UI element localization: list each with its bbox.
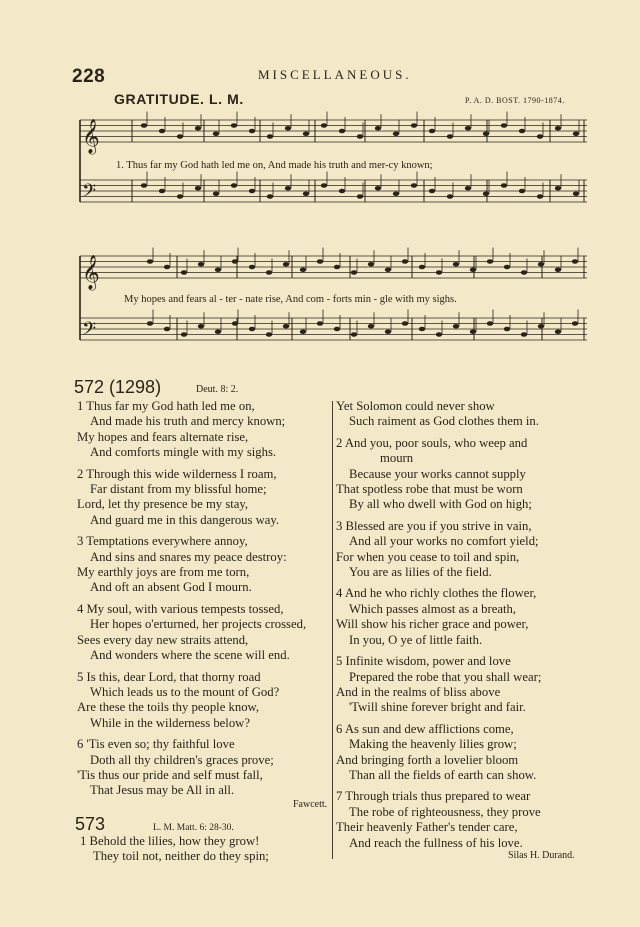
verse-line: Her hopes o'erturned, her projects crossed, xyxy=(90,617,307,632)
verse-line: Lord, let thy presence be my stay, xyxy=(77,497,249,512)
note-head xyxy=(232,259,238,264)
note-head xyxy=(402,321,408,326)
note-head xyxy=(368,324,374,329)
note-head xyxy=(393,131,399,136)
verse-line: Are these the toils thy people know, xyxy=(77,700,260,715)
note-head xyxy=(321,183,327,188)
note-head xyxy=(213,131,219,136)
note-head xyxy=(519,189,525,194)
note-head xyxy=(198,324,204,329)
stanza xyxy=(77,467,332,529)
verse-line: Far distant from my blissful home; xyxy=(90,482,267,497)
treble-clef-icon: 𝄞 xyxy=(82,119,100,154)
note-head xyxy=(351,332,357,337)
verse-line: 1 Behold the lilies, how they grow! xyxy=(80,834,260,848)
note-head xyxy=(285,126,291,131)
verse-line: My earthly joys are from me torn, xyxy=(77,565,250,580)
note-head xyxy=(519,129,525,134)
note-head xyxy=(393,191,399,196)
verse-line: They toil not, neither do they spin; xyxy=(93,849,269,864)
note-head xyxy=(141,183,147,188)
verse-line: And sins and snares my peace destroy: xyxy=(90,549,287,564)
note-head xyxy=(303,191,309,196)
stanza xyxy=(336,519,616,581)
hymn-572-text xyxy=(77,399,332,805)
note-head xyxy=(249,189,255,194)
note-head xyxy=(159,129,165,134)
verse-line: By all who dwell with God on high; xyxy=(349,497,532,512)
lyric-line-2: My hopes and fears al - ter - nate rise, And com - forts min - gle with my sighs. xyxy=(124,294,457,305)
note-head xyxy=(419,327,425,332)
note-head xyxy=(357,194,363,199)
hymn-573-first-lines xyxy=(80,834,269,865)
stanza xyxy=(77,534,332,596)
verse-line: Which leads us to the mount of God? xyxy=(90,684,280,699)
stanza xyxy=(77,399,332,461)
note-head xyxy=(555,329,561,334)
verse-line: Their heavenly Father's tender care, xyxy=(336,820,518,835)
lyric-line-1: 1. Thus far my God hath led me on, And made his truth and mer-cy known; xyxy=(116,160,433,171)
stanza xyxy=(336,436,616,513)
note-head xyxy=(429,189,435,194)
verse-line: Will show his richer grace and power, xyxy=(336,617,529,632)
verse-line: Such raiment as God clothes them in. xyxy=(349,414,539,429)
verse-line: 1 Thus far my God hath led me on, xyxy=(77,399,255,413)
note-head xyxy=(573,191,579,196)
note-head xyxy=(375,186,381,191)
note-head xyxy=(538,262,544,267)
note-head xyxy=(411,183,417,188)
verse-line: 6 As sun and dew afflictions come, xyxy=(336,721,514,736)
stanza xyxy=(336,722,616,784)
note-head xyxy=(436,332,442,337)
stanza xyxy=(336,586,616,648)
note-head xyxy=(521,270,527,275)
hymn-572-number: 572 (1298) xyxy=(74,377,162,397)
music-score xyxy=(72,110,592,365)
note-head xyxy=(321,123,327,128)
stanza xyxy=(336,789,616,851)
note-head xyxy=(181,270,187,275)
verse-line: That Jesus may be All in all. xyxy=(90,783,235,798)
bass-clef-icon: 𝄢 xyxy=(82,319,97,344)
page-number: 228 xyxy=(72,66,106,87)
note-head xyxy=(351,270,357,275)
hymn-573-text xyxy=(336,399,616,857)
note-head xyxy=(483,191,489,196)
note-head xyxy=(385,267,391,272)
hymn-573-attribution: Silas H. Durand. xyxy=(508,850,575,861)
verse-line: While in the wilderness below? xyxy=(90,715,250,730)
note-head xyxy=(375,126,381,131)
hymn-572-attribution: Fawcett. xyxy=(293,799,328,810)
verse-line: Sees every day new straits attend, xyxy=(77,632,249,647)
verse-line: Which passes almost as a breath, xyxy=(349,601,517,616)
verse-line: 4 My soul, with various tempests tossed, xyxy=(77,601,284,616)
note-head xyxy=(249,327,255,332)
verse-line: 'Twill shine forever bright and fair. xyxy=(349,700,526,715)
note-head xyxy=(285,186,291,191)
note-head xyxy=(300,329,306,334)
note-head xyxy=(198,262,204,267)
note-head xyxy=(470,329,476,334)
bass-clef-icon: 𝄢 xyxy=(82,181,97,206)
note-head xyxy=(303,131,309,136)
note-head xyxy=(537,134,543,139)
verse-line: And all your works no comfort yield; xyxy=(349,534,539,549)
note-head xyxy=(317,321,323,326)
note-head xyxy=(164,327,170,332)
note-head xyxy=(419,265,425,270)
verse-line: Than all the fields of earth can show. xyxy=(349,767,537,782)
verse-line: That spotless robe that must be worn xyxy=(336,482,523,497)
note-head xyxy=(483,131,489,136)
note-head xyxy=(339,129,345,134)
note-head xyxy=(215,267,221,272)
verse-line: 5 Infinite wisdom, power and love xyxy=(336,654,511,669)
verse-line: 2 Through this wide wilderness I roam, xyxy=(77,466,277,481)
note-head xyxy=(555,186,561,191)
note-head xyxy=(334,327,340,332)
note-head xyxy=(573,131,579,136)
note-head xyxy=(572,321,578,326)
verse-line: 6 'Tis even so; thy faithful love xyxy=(77,737,235,752)
note-head xyxy=(177,194,183,199)
note-head xyxy=(504,327,510,332)
note-head xyxy=(538,324,544,329)
note-head xyxy=(453,262,459,267)
verse-line: The robe of righteousness, they prove xyxy=(349,804,541,819)
note-head xyxy=(429,129,435,134)
note-head xyxy=(147,259,153,264)
note-head xyxy=(504,265,510,270)
note-head xyxy=(521,332,527,337)
note-head xyxy=(411,123,417,128)
verse-line: 3 Blessed are you if you strive in vain, xyxy=(336,518,532,533)
verse-line: 5 Is this, dear Lord, that thorny road xyxy=(77,669,261,684)
note-head xyxy=(470,267,476,272)
note-head xyxy=(231,123,237,128)
verse-line: And oft an absent God I mourn. xyxy=(90,580,252,595)
verse-line: And made his truth and mercy known; xyxy=(90,414,286,429)
hymn-573-number: 573 xyxy=(75,814,106,834)
verse-line: 2 And you, poor souls, who weep and xyxy=(336,435,528,450)
composer: P. A. D. BOST. 1790-1874. xyxy=(465,96,565,105)
verse-line: 7 Through trials thus prepared to wear xyxy=(336,789,531,804)
verse-line: 'Tis thus our pride and self must fall, xyxy=(77,767,263,782)
note-head xyxy=(572,259,578,264)
note-head xyxy=(141,123,147,128)
section-title: MISCELLANEOUS. xyxy=(258,67,412,82)
verse-line: 4 And he who richly clothes the flower, xyxy=(336,586,537,601)
stanza xyxy=(77,602,332,664)
note-head xyxy=(215,329,221,334)
note-head xyxy=(447,194,453,199)
verse-line: For when you cease to toil and spin, xyxy=(336,549,520,564)
note-head xyxy=(195,126,201,131)
note-head xyxy=(436,270,442,275)
verse-line: My hopes and fears alternate rise, xyxy=(77,429,249,444)
stanza xyxy=(77,670,332,732)
note-head xyxy=(300,267,306,272)
verse-line: And in the realms of bliss above xyxy=(336,684,501,699)
stanza-continuation xyxy=(336,399,616,430)
note-head xyxy=(487,321,493,326)
note-head xyxy=(368,262,374,267)
verse-line: And wonders where the scene will end. xyxy=(90,648,290,663)
hymn-572-reference: Deut. 8: 2. xyxy=(196,384,239,395)
verse-line: mourn xyxy=(380,451,414,466)
note-head xyxy=(357,134,363,139)
note-head xyxy=(555,126,561,131)
note-head xyxy=(501,183,507,188)
note-head xyxy=(267,134,273,139)
note-head xyxy=(501,123,507,128)
verse-line: And comforts mingle with my sighs. xyxy=(90,445,277,460)
note-head xyxy=(181,332,187,337)
verse-line: And guard me in this dangerous way. xyxy=(90,512,280,527)
verse-line: Prepared the robe that you shall wear; xyxy=(349,669,542,684)
verse-line: In you, O ye of little faith. xyxy=(349,632,483,647)
stanza xyxy=(336,654,616,716)
tune-name: GRATITUDE. L. M. xyxy=(114,91,244,107)
note-head xyxy=(453,324,459,329)
note-head xyxy=(177,134,183,139)
note-head xyxy=(385,329,391,334)
note-head xyxy=(487,259,493,264)
note-head xyxy=(283,262,289,267)
note-head xyxy=(195,186,201,191)
verse-line: And bringing forth a lovelier bloom xyxy=(336,752,519,767)
verse-line: Yet Solomon could never show xyxy=(336,399,495,413)
note-head xyxy=(465,186,471,191)
treble-clef-icon: 𝄞 xyxy=(82,255,100,290)
note-head xyxy=(213,191,219,196)
note-head xyxy=(402,259,408,264)
note-head xyxy=(267,194,273,199)
verse-line: Doth all thy children's graces prove; xyxy=(90,752,274,767)
note-head xyxy=(334,265,340,270)
note-head xyxy=(465,126,471,131)
note-head xyxy=(555,267,561,272)
note-head xyxy=(283,324,289,329)
note-head xyxy=(447,134,453,139)
note-head xyxy=(232,321,238,326)
verse-line: And reach the fullness of his love. xyxy=(349,835,523,850)
note-head xyxy=(339,189,345,194)
note-head xyxy=(266,332,272,337)
hymn-573-meta: L. M. Matt. 6: 28-30. xyxy=(153,823,234,833)
stanza xyxy=(77,737,332,799)
note-head xyxy=(231,183,237,188)
verse-line: Making the heavenly lilies grow; xyxy=(349,737,517,752)
verse-line: You are as lilies of the field. xyxy=(349,565,492,580)
note-head xyxy=(537,194,543,199)
column-divider xyxy=(332,401,333,859)
note-head xyxy=(164,265,170,270)
note-head xyxy=(249,129,255,134)
verse-line: 3 Temptations everywhere annoy, xyxy=(77,534,248,549)
note-head xyxy=(249,265,255,270)
note-head xyxy=(147,321,153,326)
verse-line: Because your works cannot supply xyxy=(349,466,526,481)
note-head xyxy=(317,259,323,264)
note-head xyxy=(266,270,272,275)
note-head xyxy=(159,189,165,194)
